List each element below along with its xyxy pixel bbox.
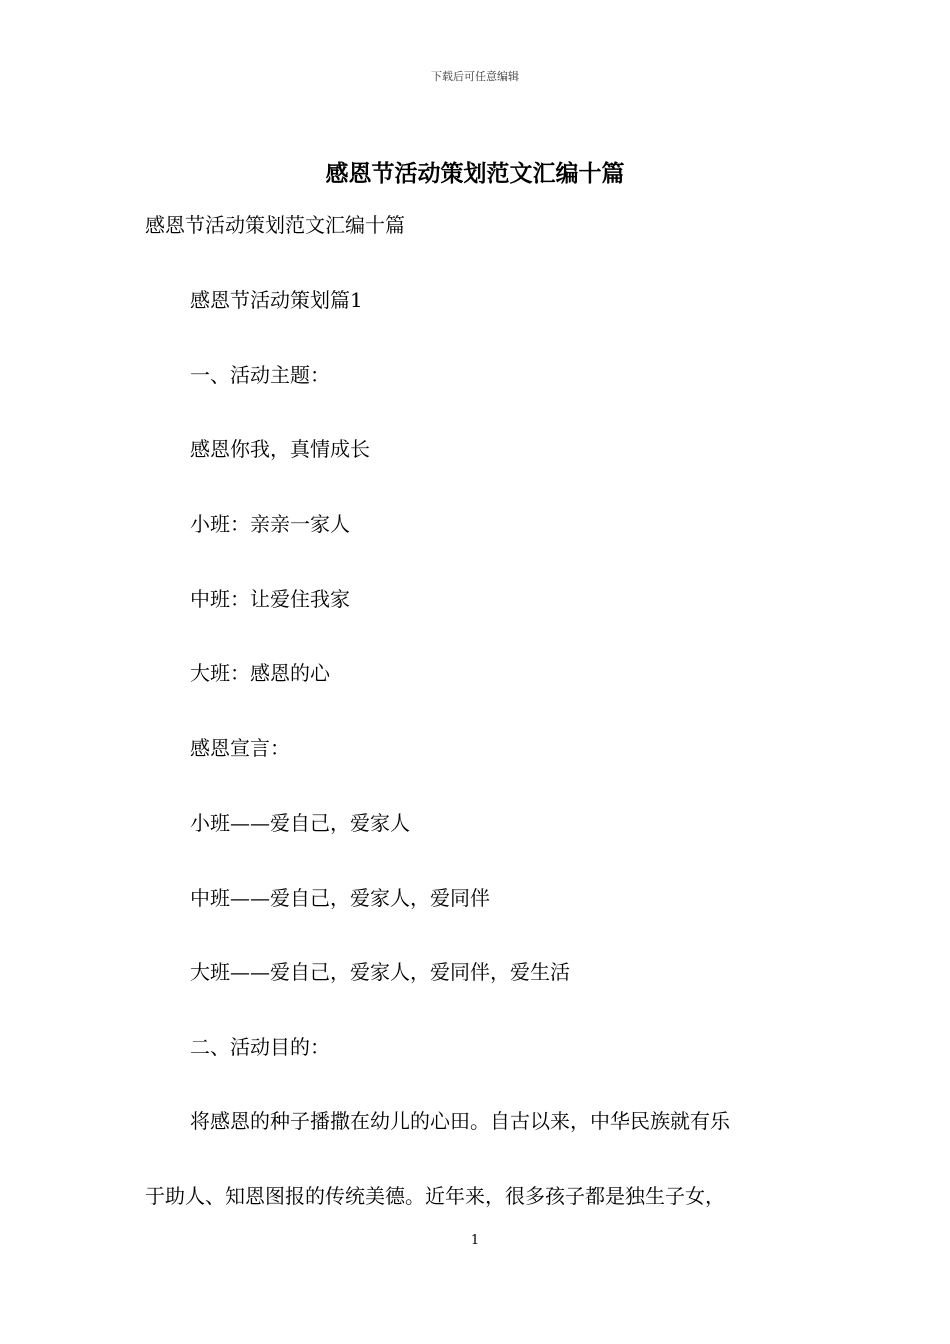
paragraph-purpose-line-1: 将感恩的种子播撒在幼儿的心田。自古以来，中华民族就有乐 bbox=[190, 1109, 730, 1133]
paragraph-purpose-heading: 二、活动目的： bbox=[190, 1035, 330, 1059]
paragraph-declaration-heading: 感恩宣言： bbox=[190, 736, 290, 760]
paragraph-middle-class: 中班：让爱住我家 bbox=[190, 587, 350, 611]
paragraph-large-class: 大班：感恩的心 bbox=[190, 661, 330, 685]
paragraph-middle-class-declaration: 中班——爱自己，爱家人，爱同伴 bbox=[190, 886, 490, 910]
paragraph-small-class-declaration: 小班——爱自己，爱家人 bbox=[190, 811, 410, 835]
paragraph-large-class-declaration: 大班——爱自己，爱家人，爱同伴，爱生活 bbox=[190, 960, 570, 984]
header-note: 下载后可任意编辑 bbox=[431, 70, 519, 83]
section-heading-1: 感恩节活动策划篇1 bbox=[190, 288, 363, 312]
page-number: 1 bbox=[470, 1233, 480, 1248]
document-title: 感恩节活动策划范文汇编十篇 bbox=[325, 160, 625, 187]
paragraph-theme-heading: 一、活动主题： bbox=[190, 363, 330, 387]
paragraph-theme: 感恩你我，真情成长 bbox=[190, 437, 370, 461]
paragraph-small-class: 小班：亲亲一家人 bbox=[190, 512, 350, 536]
paragraph-purpose-line-2: 于助人、知恩图报的传统美德。近年来，很多孩子都是独生子女， bbox=[145, 1184, 725, 1208]
document-subtitle: 感恩节活动策划范文汇编十篇 bbox=[145, 213, 405, 237]
